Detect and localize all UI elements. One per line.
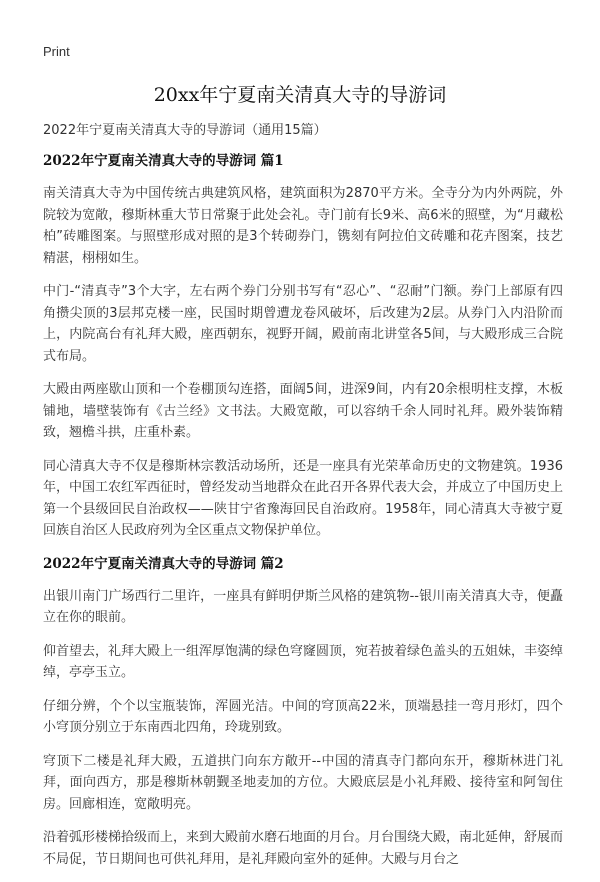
document-subtitle: 2022年宁夏南关清真大寺的导游词（通用15篇） <box>43 123 327 138</box>
paragraph: 南关清真大寺为中国传统古典建筑风格，建筑面积为2870平方米。全寺分为内外两院，外院较为宽敞，穆斯林重大节日常聚于此处会礼。寺门前有长9米、高6米的照壁，为“月藏松柏”砖雕图案。与照壁形成对照的是3个转砌券门，镌刻有阿拉伯文砖雕和花卉图案，技艺精湛，栩栩如生。 <box>43 186 563 266</box>
paragraph: 穹顶下二楼是礼拜大殿，五道拱门向东方敞开--中国的清真寺门都向东开，穆斯林进门礼拜，面向西方，那是穆斯林朝觐圣地麦加的方位。大殿底层是小礼拜殿、接待室和阿訇住房。回廊相连，宽敞明亮。 <box>43 753 563 812</box>
document-body <box>43 121 563 882</box>
paragraph: 中门-“清真寺”3个大字，左右两个券门分别书写有“忍心”、“忍耐”门额。券门上部原有四角攒尖顶的3层邦克楼一座，民国时期曾遭龙卷风破坏，后改建为2层。从券门入内沿阶而上，内院高台有礼拜大殿，座西朝东，视野开阔，殿前南北讲堂各5间，与大殿形成三合院式布局。 <box>43 284 563 364</box>
paragraph: 大殿由两座歇山顶和一个卷棚顶勾连搭，面阔5间，进深9间，内有20余根明柱支撑，木板铺地，墙壁装饰有《古兰经》文书法。大殿宽敞，可以容纳千余人同时礼拜。殿外装饰精致，翘檐斗拱，庄重朴素。 <box>43 382 563 440</box>
paragraph: 仔细分辨，个个以宝瓶装饰，浑圆光洁。中间的穹顶高22米，顶端悬挂一弯月形灯，四个小穹顶分别立于东南西北四角，玲珑别致。 <box>43 698 563 735</box>
paragraph: 沿着弧形楼梯拾级而上，来到大殿前水磨石地面的月台。月台围绕大殿，南北延伸，舒展而不局促，节日期间也可供礼拜用，是礼拜殿向室外的延伸。大殿与月台之 <box>43 830 564 867</box>
print-link[interactable]: Print <box>43 44 70 59</box>
section-heading: 2022年宁夏南关清真大寺的导游词 篇1 <box>43 153 284 169</box>
page-title: 20xx年宁夏南关清真大寺的导游词 <box>153 84 447 106</box>
paragraph: 同心清真大寺不仅是穆斯林宗教活动场所，还是一座具有光荣革命历史的文物建筑。1936年，中国工农红军西征时，曾经发动当地群众在此召开各界代表大会，并成立了中国历史上第一个县级回民自治政权——陕甘宁省豫海回民自治政府。1958年，同心清真大寺被宁夏回族自治区人民政府列为全区重点文物保护单位。 <box>43 458 564 538</box>
section-heading: 2022年宁夏南关清真大寺的导游词 篇2 <box>43 555 284 572</box>
paragraph: 仰首望去，礼拜大殿上一组浑厚饱满的绿色穹窿圆顶，宛若披着绿色盖头的五姐妹，丰姿绰绰，亭亭玉立。 <box>43 643 564 680</box>
paragraph: 出银川南门广场西行二里许，一座具有鲜明伊斯兰风格的建筑物--银川南关清真大寺，便矗立在你的眼前。 <box>43 588 563 625</box>
